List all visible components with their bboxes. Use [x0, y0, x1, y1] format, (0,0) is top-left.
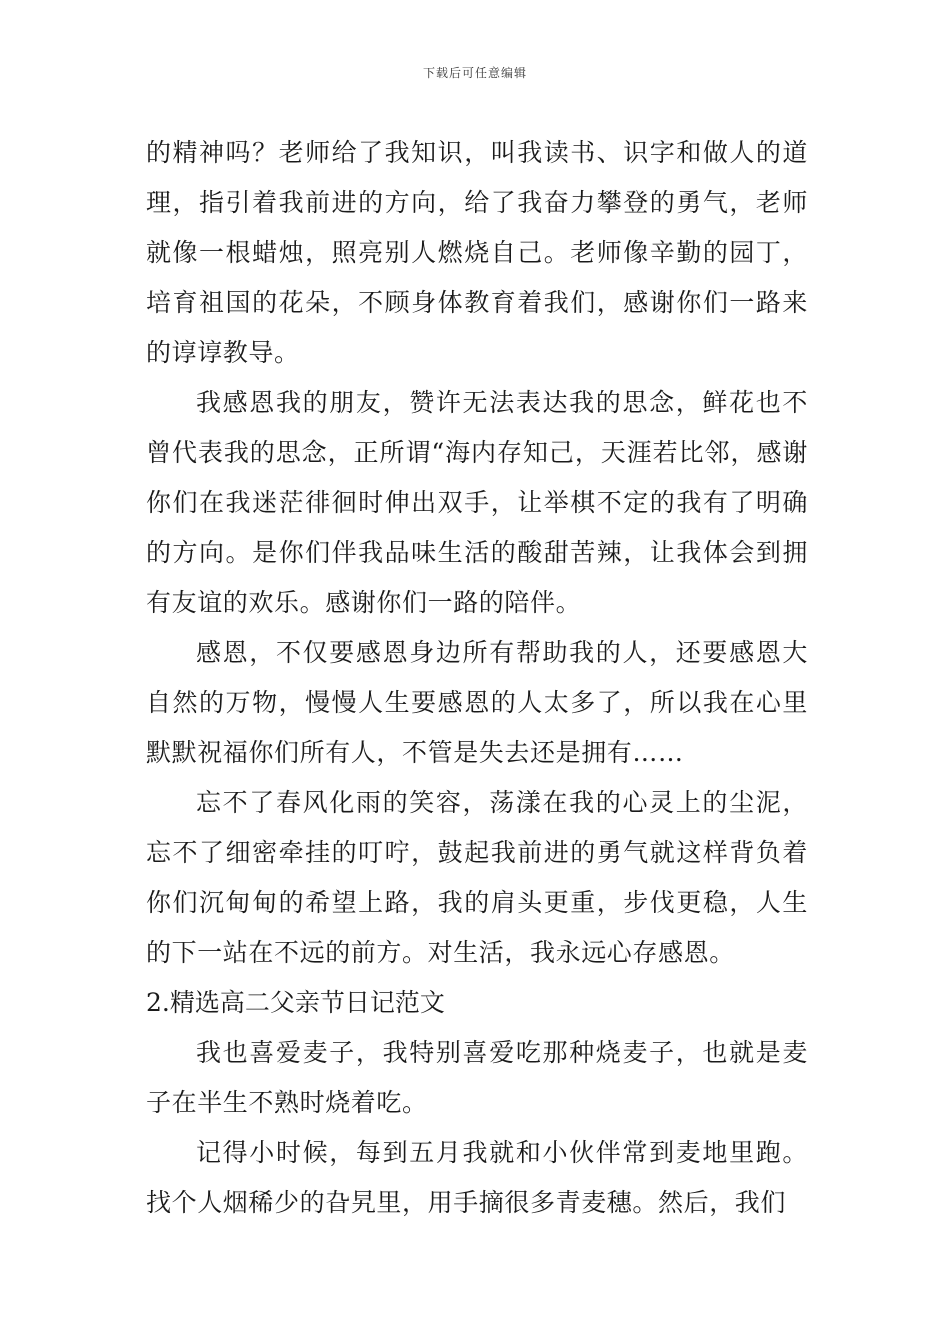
paragraph-remember: 忘不了春风化雨的笑容，荡漾在我的心灵上的尘泥，忘不了细密牵挂的叮咛，鼓起我前进的勇气就这样背负着你们沉甸甸的希望上路，我的肩头更重，步伐更稳，人生的下一站在不远的前方。对生活，我永远心存感恩。	[146, 788, 808, 967]
page-header-note: 下载后可任意编辑	[422, 66, 527, 80]
paragraph-childhood: 记得小时候，每到五月我就和小伙伴常到麦地里跑。找个人烟稀少的旮旯里，用手摘很多青麦穗。然后，我们	[146, 1138, 808, 1217]
paragraph-wheat: 我也喜爱麦子，我特别喜爱吃那种烧麦子，也就是麦子在半生不熟时烧着吃。	[146, 1038, 808, 1117]
section-heading: 2.精选高二父亲节日记范文	[146, 988, 445, 1017]
document-body	[146, 128, 808, 1228]
paragraph-gratitude: 感恩，不仅要感恩身边所有帮助我的人，还要感恩大自然的万物，慢慢人生要感恩的人太多了，所以我在心里默默祝福你们所有人，不管是失去还是拥有……	[146, 638, 808, 767]
paragraph-friends: 我感恩我的朋友，赞许无法表达我的思念，鲜花也不曾代表我的思念，正所谓“海内存知己，天涯若比邻，感谢你们在我迷茫徘徊时伸出双手，让举棋不定的我有了明确的方向。是你们伴我品味生活的酸甜苦辣，让我体会到拥有友谊的欢乐。感谢你们一路的陪伴。	[146, 388, 808, 617]
paragraph-teacher: 的精神吗？老师给了我知识，叫我读书、识字和做人的道理，指引着我前进的方向，给了我奋力攀登的勇气，老师就像一根蜡烛，照亮别人燃烧自己。老师像辛勤的园丁，培育祖国的花朵，不顾身体教育着我们，感谢你们一路来的谆谆教导。	[146, 138, 808, 367]
